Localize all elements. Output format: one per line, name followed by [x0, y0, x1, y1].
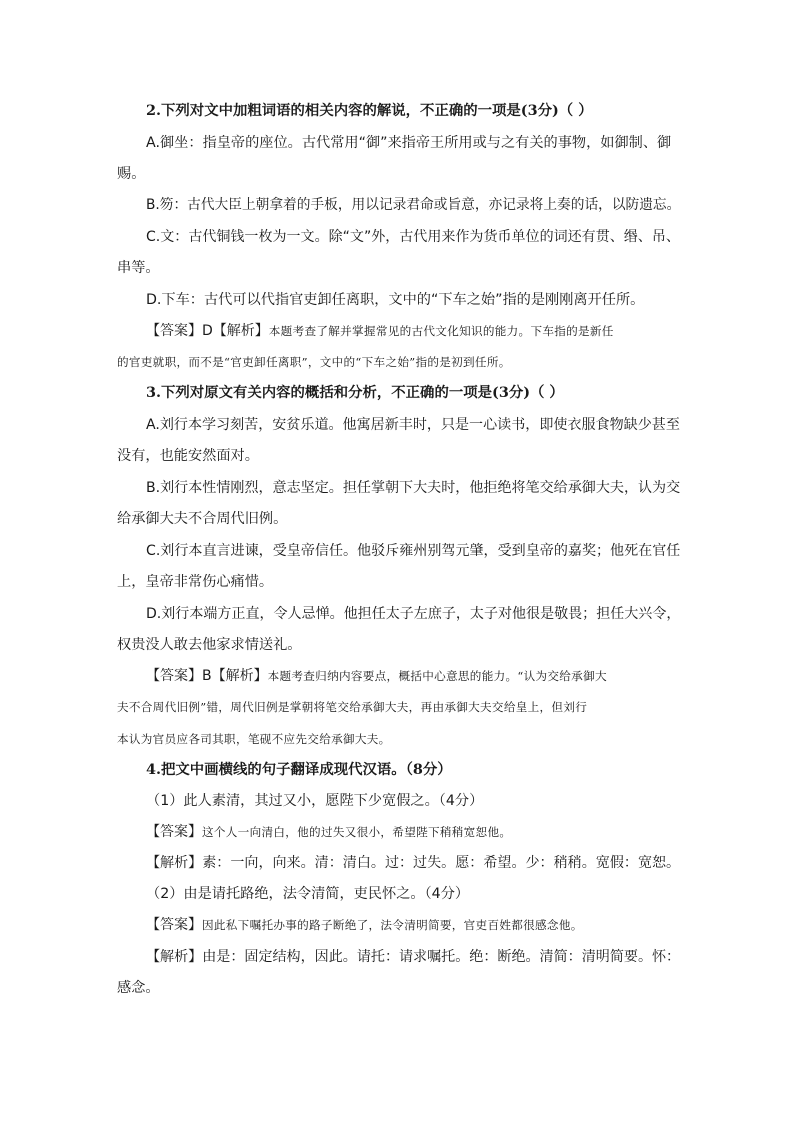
q3-answer-line1	[146, 666, 607, 686]
question-4-title: 4.把文中画横线的句子翻译成现代汉语。（8分）	[146, 761, 452, 778]
q3-option-b-line1: B.刘行本性情刚烈，意志坚定。担任掌朝下大夫时，他拒绝将笔交给承御大夫，认为交	[146, 480, 681, 496]
q3-option-a-line1: A.刘行本学习刻苦，安贫乐道。他寓居新丰时，只是一心读书，即使衣服食物缺少甚至	[146, 417, 680, 433]
q3-option-d-line2: 权贵没人敢去他家求情送礼。	[117, 637, 302, 653]
question-3-title: 3.下列对原文有关内容的概括和分析，不正确的一项是(3分)（ ）	[146, 384, 564, 401]
q3-option-d-line1: D.刘行本端方正直，令人忌惮。他担任太子左庶子，太子对他很是敬畏；担任大兴令，	[146, 606, 681, 622]
q2-option-b: B.笏：古代大臣上朝拿着的手板，用以记录君命或旨意，亦记录将上奏的话，以防遗忘。	[146, 197, 681, 213]
q2-option-c-line2: 串等。	[117, 260, 160, 276]
q3-option-a-line2: 没有，也能安然面对。	[117, 448, 259, 464]
q2-answer-text: 本题考查了解并掌握常见的古代文化知识的能力。下车指的是新任	[268, 324, 614, 338]
q4-s2-answer-text: 因此私下嘱托办事的路子断绝了，法令清明简要，官吏百姓都很感念他。	[202, 918, 583, 932]
q3-answer-line2: 夫不合周代旧例”错，周代旧例是掌朝将笔交给承御大夫，再由承御大夫交给皇上，但刘行	[117, 700, 588, 714]
q4-s1-analysis: 【解析】素：一向，向来。清：清白。过：过失。愿：希望。少：稍稍。宽假：宽恕。	[146, 855, 681, 871]
q3-option-c-line1: C.刘行本直言进谏，受皇帝信任。他驳斥雍州别驾元肇，受到皇帝的嘉奖；他死在官任	[146, 543, 681, 559]
q2-option-a-line1: A.御坐：指皇帝的座位。古代常用“御”来指帝王所用或与之有关的事物，如御制、御	[146, 135, 672, 151]
q4-s2-answer-tag: 【答案】	[146, 917, 202, 933]
question-2-title: 2.下列对文中加粗词语的相关内容的解说，不正确的一项是(3分)（ ）	[146, 102, 593, 119]
q2-option-d: D.下车：古代可以代指官吏卸任离职，文中的“下车之始”指的是刚刚离开任所。	[146, 292, 645, 308]
q3-answer-text: 本题考查归纳内容要点，概括中心意思的能力。“认为交给承御大	[267, 669, 607, 683]
q3-option-b-line2: 给承御大夫不合周代旧例。	[117, 511, 288, 527]
q4-sentence-1: （1）此人素清，其过又小，愿陛下少宽假之。（4分）	[146, 793, 484, 809]
q2-option-c-line1: C.文：古代铜钱一枚为一文。除“文”外，古代用来作为货币单位的词还有贯、缗、吊、	[146, 229, 680, 245]
q3-option-c-line2: 上，皇帝非常伤心痛惜。	[117, 574, 274, 590]
q4-s1-answer-text: 这个人一向清白，他的过失又很小，希望陛下稍稍宽恕他。	[202, 825, 512, 839]
q2-answer-line2: 的官吏就职，而不是“官吏卸任离职”，文中的“下车之始”指的是初到任所。	[117, 355, 511, 369]
q3-answer-line3: 本认为官员应各司其职，笔砚不应先交给承御大夫。	[117, 732, 391, 746]
q4-s2-analysis-line2: 感念。	[117, 980, 160, 996]
q2-answer-line1	[146, 321, 614, 341]
q2-answer-tag: 【答案】D【解析】	[146, 323, 269, 339]
q4-s2-answer	[146, 915, 583, 935]
q4-s1-answer-tag: 【答案】	[146, 824, 202, 840]
q4-s1-answer	[146, 822, 511, 842]
q2-option-a-line2: 赐。	[117, 166, 146, 182]
q4-s2-analysis-line1: 【解析】由是：固定结构，因此。请托：请求嘱托。绝：断绝。清简：清明简要。怀：	[146, 949, 681, 965]
q4-sentence-2: （2）由是请托路绝，法令清简，吏民怀之。（4分）	[146, 886, 470, 902]
q3-answer-tag: 【答案】B【解析】	[146, 668, 268, 684]
